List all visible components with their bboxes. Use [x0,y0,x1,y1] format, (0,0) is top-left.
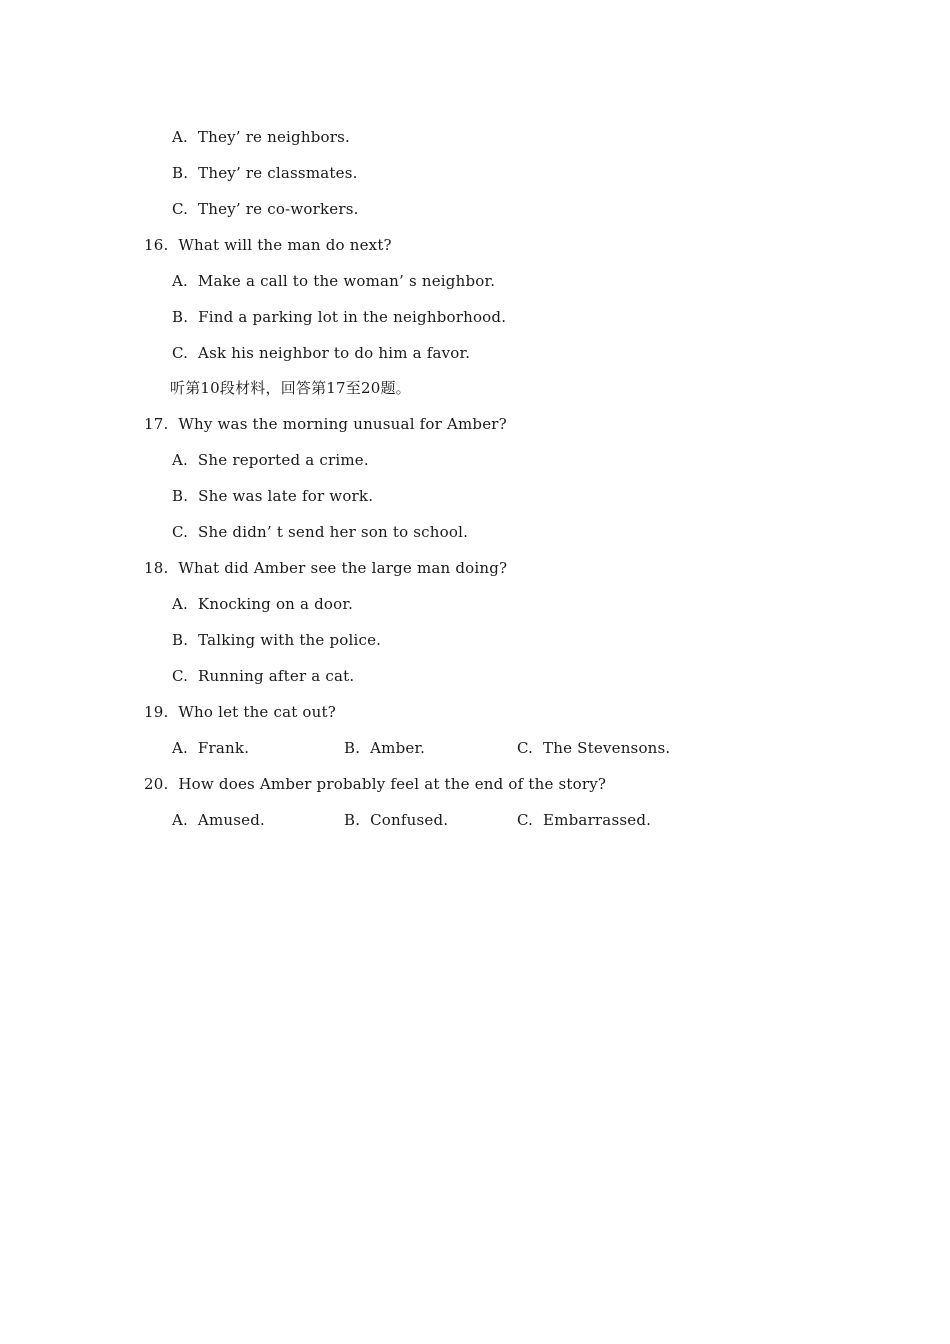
q18-option-b: B. Talking with the police. [172,631,382,649]
q16-question: 16. What will the man do next? [144,236,392,254]
q20-option-a: A. Amused. [172,811,265,829]
q20-option-b: B. Confused. [344,811,449,829]
q17-option-b: B. She was late for work. [172,487,374,505]
q17-option-a: A. She reported a crime. [172,451,369,469]
q16-option-b: B. Find a parking lot in the neighborhood. [172,308,507,326]
q18-question: 18. What did Amber see the large man doing? [144,559,508,577]
q19-question: 19. Who let the cat out? [144,703,336,721]
q15-option-a: A. They’ re neighbors. [172,128,350,146]
q17-option-c: C. She didn’ t send her son to school. [172,523,469,541]
q15-option-b: B. They’ re classmates. [172,164,358,182]
section-instruction: 听第10段材料，回答第17至20题。 [170,379,411,397]
q20-question: 20. How does Amber probably feel at the end of the story? [144,775,607,793]
q19-option-b: B. Amber. [344,739,426,757]
q18-option-a: A. Knocking on a door. [172,595,354,613]
q16-option-a: A. Make a call to the woman’ s neighbor. [172,272,496,290]
q19-option-a: A. Frank. [172,739,250,757]
q18-option-c: C. Running after a cat. [172,667,355,685]
q20-option-c: C. Embarrassed. [517,811,652,829]
q16-option-c: C. Ask his neighbor to do him a favor. [172,344,471,362]
q17-question: 17. Why was the morning unusual for Amber? [144,415,507,433]
q15-option-c: C. They’ re co-workers. [172,200,359,218]
q19-option-c: C. The Stevensons. [517,739,671,757]
